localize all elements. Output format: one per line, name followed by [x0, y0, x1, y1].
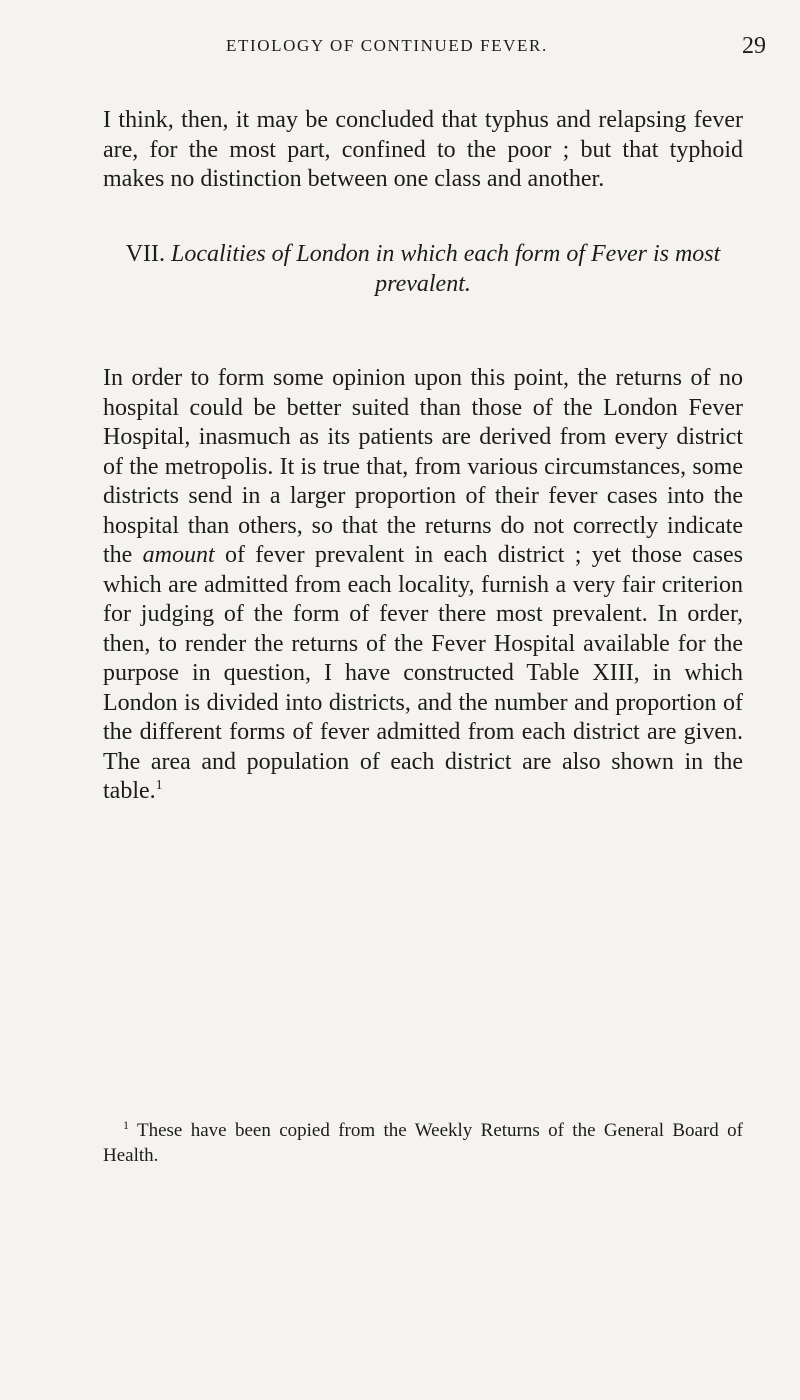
- footnote-text: These have been copied from the Weekly Returns of the General Board of Health.: [103, 1120, 743, 1166]
- section-title: Localities of London in which each form of Fever is most prevalent.: [171, 241, 721, 297]
- paragraph-text-end: of fever prevalent in each district ; yet those cases which are admitted from each locality, furnish a very fair criterion for judging of the form of fever there most prevalent. In order, then, to render the returns of the Fever Hospital available for the purpose in question, I have constructed Table XIII, in which London is divided into districts, and the number and proportion of the different forms of fever admitted from each district are given. The area and population of each district are also shown in the table.: [103, 542, 743, 804]
- emphasis-amount: amount: [142, 542, 215, 568]
- section-heading: [103, 240, 743, 299]
- paragraph-localities: [103, 364, 743, 807]
- running-head: ETIOLOGY OF CONTINUED FEVER.: [226, 36, 548, 55]
- footnote: [103, 1118, 743, 1168]
- paragraph-concluding: I think, then, it may be concluded that typhus and relapsing fever are, for the most part, confined to the poor ; but that typhoid makes no distinction between one class and another.: [103, 107, 743, 192]
- footnote-reference[interactable]: 1: [155, 778, 163, 793]
- section-numeral: VII.: [125, 241, 166, 267]
- footnote-marker: 1: [123, 1118, 129, 1132]
- page-header: [226, 33, 766, 65]
- page-number: 29: [742, 33, 766, 59]
- paragraph-text-start: In order to form some opinion upon this point, the returns of no hospital could be better suited than those of the London Fever Hospital, inasmuch as its patients are derived from every district of the metropolis. It is true that, from various circumstances, some districts send in a larger proportion of their fever cases into the hospital than others, so that the returns do not correctly indicate the: [103, 365, 743, 568]
